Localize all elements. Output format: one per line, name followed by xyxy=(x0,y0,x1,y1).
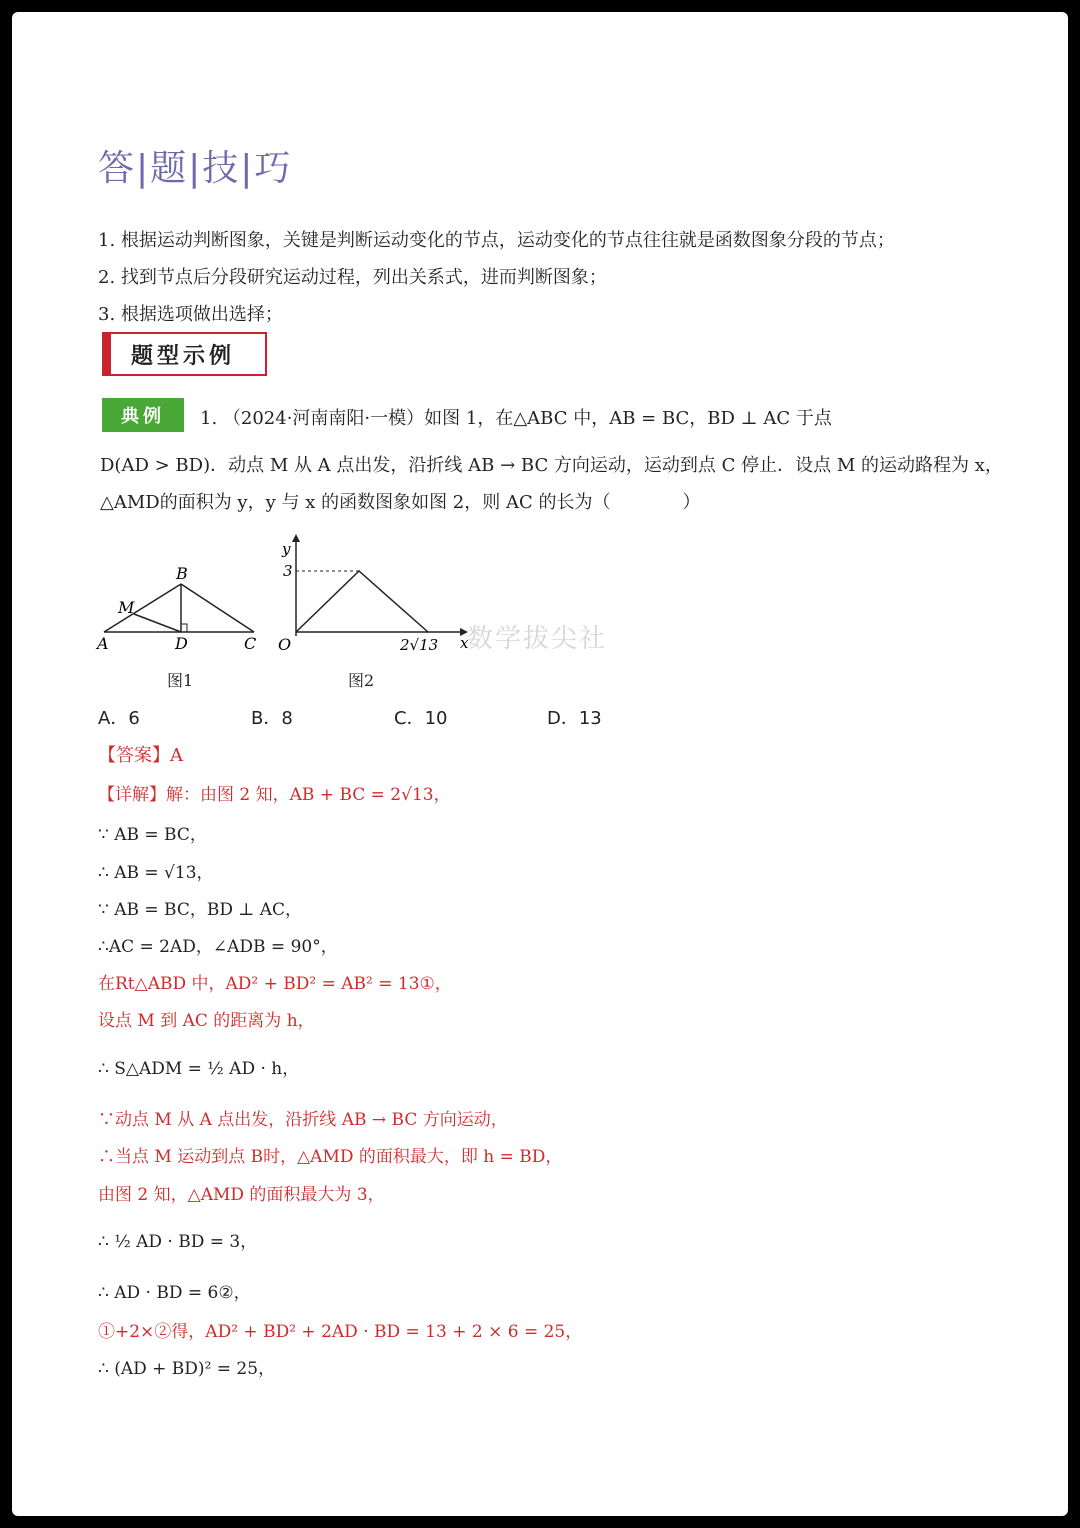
label-O: O xyxy=(278,635,292,654)
question-line-3: △AMD的面积为 y，y 与 x 的函数图象如图 2，则 AC 的长为（ ） xyxy=(100,492,701,513)
figure-1-triangle xyxy=(94,552,274,662)
solution-line-13: ∴ AD · BD = 6②， xyxy=(98,1283,251,1303)
solution-line-11: 由图 2 知，△AMD 的面积最大为 3， xyxy=(98,1185,385,1205)
solution-line-12: ∴ ½ AD · BD = 3， xyxy=(98,1232,258,1252)
option-c: C．10 xyxy=(394,708,448,729)
figure-2-graph xyxy=(270,526,480,656)
label-y: y xyxy=(282,540,291,558)
section-badge-label: 题型示例 xyxy=(131,343,236,369)
label-x: x xyxy=(460,634,469,652)
figure-2-caption: 图2 xyxy=(348,671,375,690)
label-B: B xyxy=(176,564,188,583)
tip-1: 1. 根据运动判断图象，关键是判断运动变化的节点，运动变化的节点往往就是函数图象分段的节点； xyxy=(98,230,895,251)
solution-line-14: ①+2×②得，AD² + BD² + 2AD · BD = 13 + 2 × 6 = 25， xyxy=(98,1322,583,1342)
answer: 【答案】A xyxy=(98,745,183,766)
solution-line-3: ∴ AB = √13， xyxy=(98,863,214,883)
label-D: D xyxy=(175,634,188,653)
right-angle-mark xyxy=(181,624,187,632)
solution-line-7: 设点 M 到 AC 的距离为 h， xyxy=(98,1011,315,1031)
figure-1-caption: 图1 xyxy=(167,671,194,690)
solution-line-6: 在Rt△ABD 中，AD² + BD² = AB² = 13①， xyxy=(98,974,452,994)
badge-bar xyxy=(104,334,111,374)
solution-line-15: ∴ (AD + BD)² = 25， xyxy=(98,1359,276,1379)
option-b: B．8 xyxy=(251,708,293,729)
function-graph xyxy=(296,571,428,632)
label-3: 3 xyxy=(283,562,293,580)
solution-line-8: ∴ S△ADM = ½ AD · h， xyxy=(98,1059,300,1079)
tip-2: 2. 找到节点后分段研究运动过程，列出关系式，进而判断图象； xyxy=(98,267,607,288)
solution-line-10: ∴当点 M 运动到点 B时，△AMD 的面积最大，即 h = BD， xyxy=(98,1147,563,1167)
solution-line-5: ∴AC = 2AD，∠ADB = 90°， xyxy=(98,937,338,957)
option-d: D．13 xyxy=(547,708,602,729)
line-AB xyxy=(104,584,181,632)
document-page xyxy=(12,12,1068,1516)
tip-3: 3. 根据选项做出选择； xyxy=(98,304,283,325)
line-MD xyxy=(134,614,181,632)
line-BC xyxy=(181,584,254,632)
example-badge: 典例 xyxy=(102,398,184,432)
question-line-2: D(AD > BD)．动点 M 从 A 点出发，沿折线 AB → BC 方向运动，运动到点 C 停止．设点 M 的运动路程为 x， xyxy=(100,455,1003,476)
label-2-root-13: 2√13 xyxy=(400,636,439,654)
page-title: 答|题|技|巧 xyxy=(98,148,293,189)
watermark: 数学拔尖社 xyxy=(467,624,608,654)
label-A: A xyxy=(97,634,109,653)
solution-line-9: ∵动点 M 从 A 点出发，沿折线 AB → BC 方向运动， xyxy=(98,1110,508,1130)
question-line-1: 1. （2024·河南南阳·一模）如图 1，在△ABC 中，AB = BC，BD ⊥ AC 于点 xyxy=(200,408,832,429)
solution-line-1: 【详解】解：由图 2 知，AB + BC = 2√13， xyxy=(98,785,451,805)
y-axis-arrow xyxy=(292,534,300,542)
option-a: A．6 xyxy=(98,708,140,729)
section-badge xyxy=(102,332,267,376)
label-M: M xyxy=(118,598,135,617)
label-C: C xyxy=(244,634,257,653)
solution-line-2: ∵ AB = BC， xyxy=(98,825,207,845)
solution-line-4: ∵ AB = BC，BD ⊥ AC， xyxy=(98,900,303,920)
